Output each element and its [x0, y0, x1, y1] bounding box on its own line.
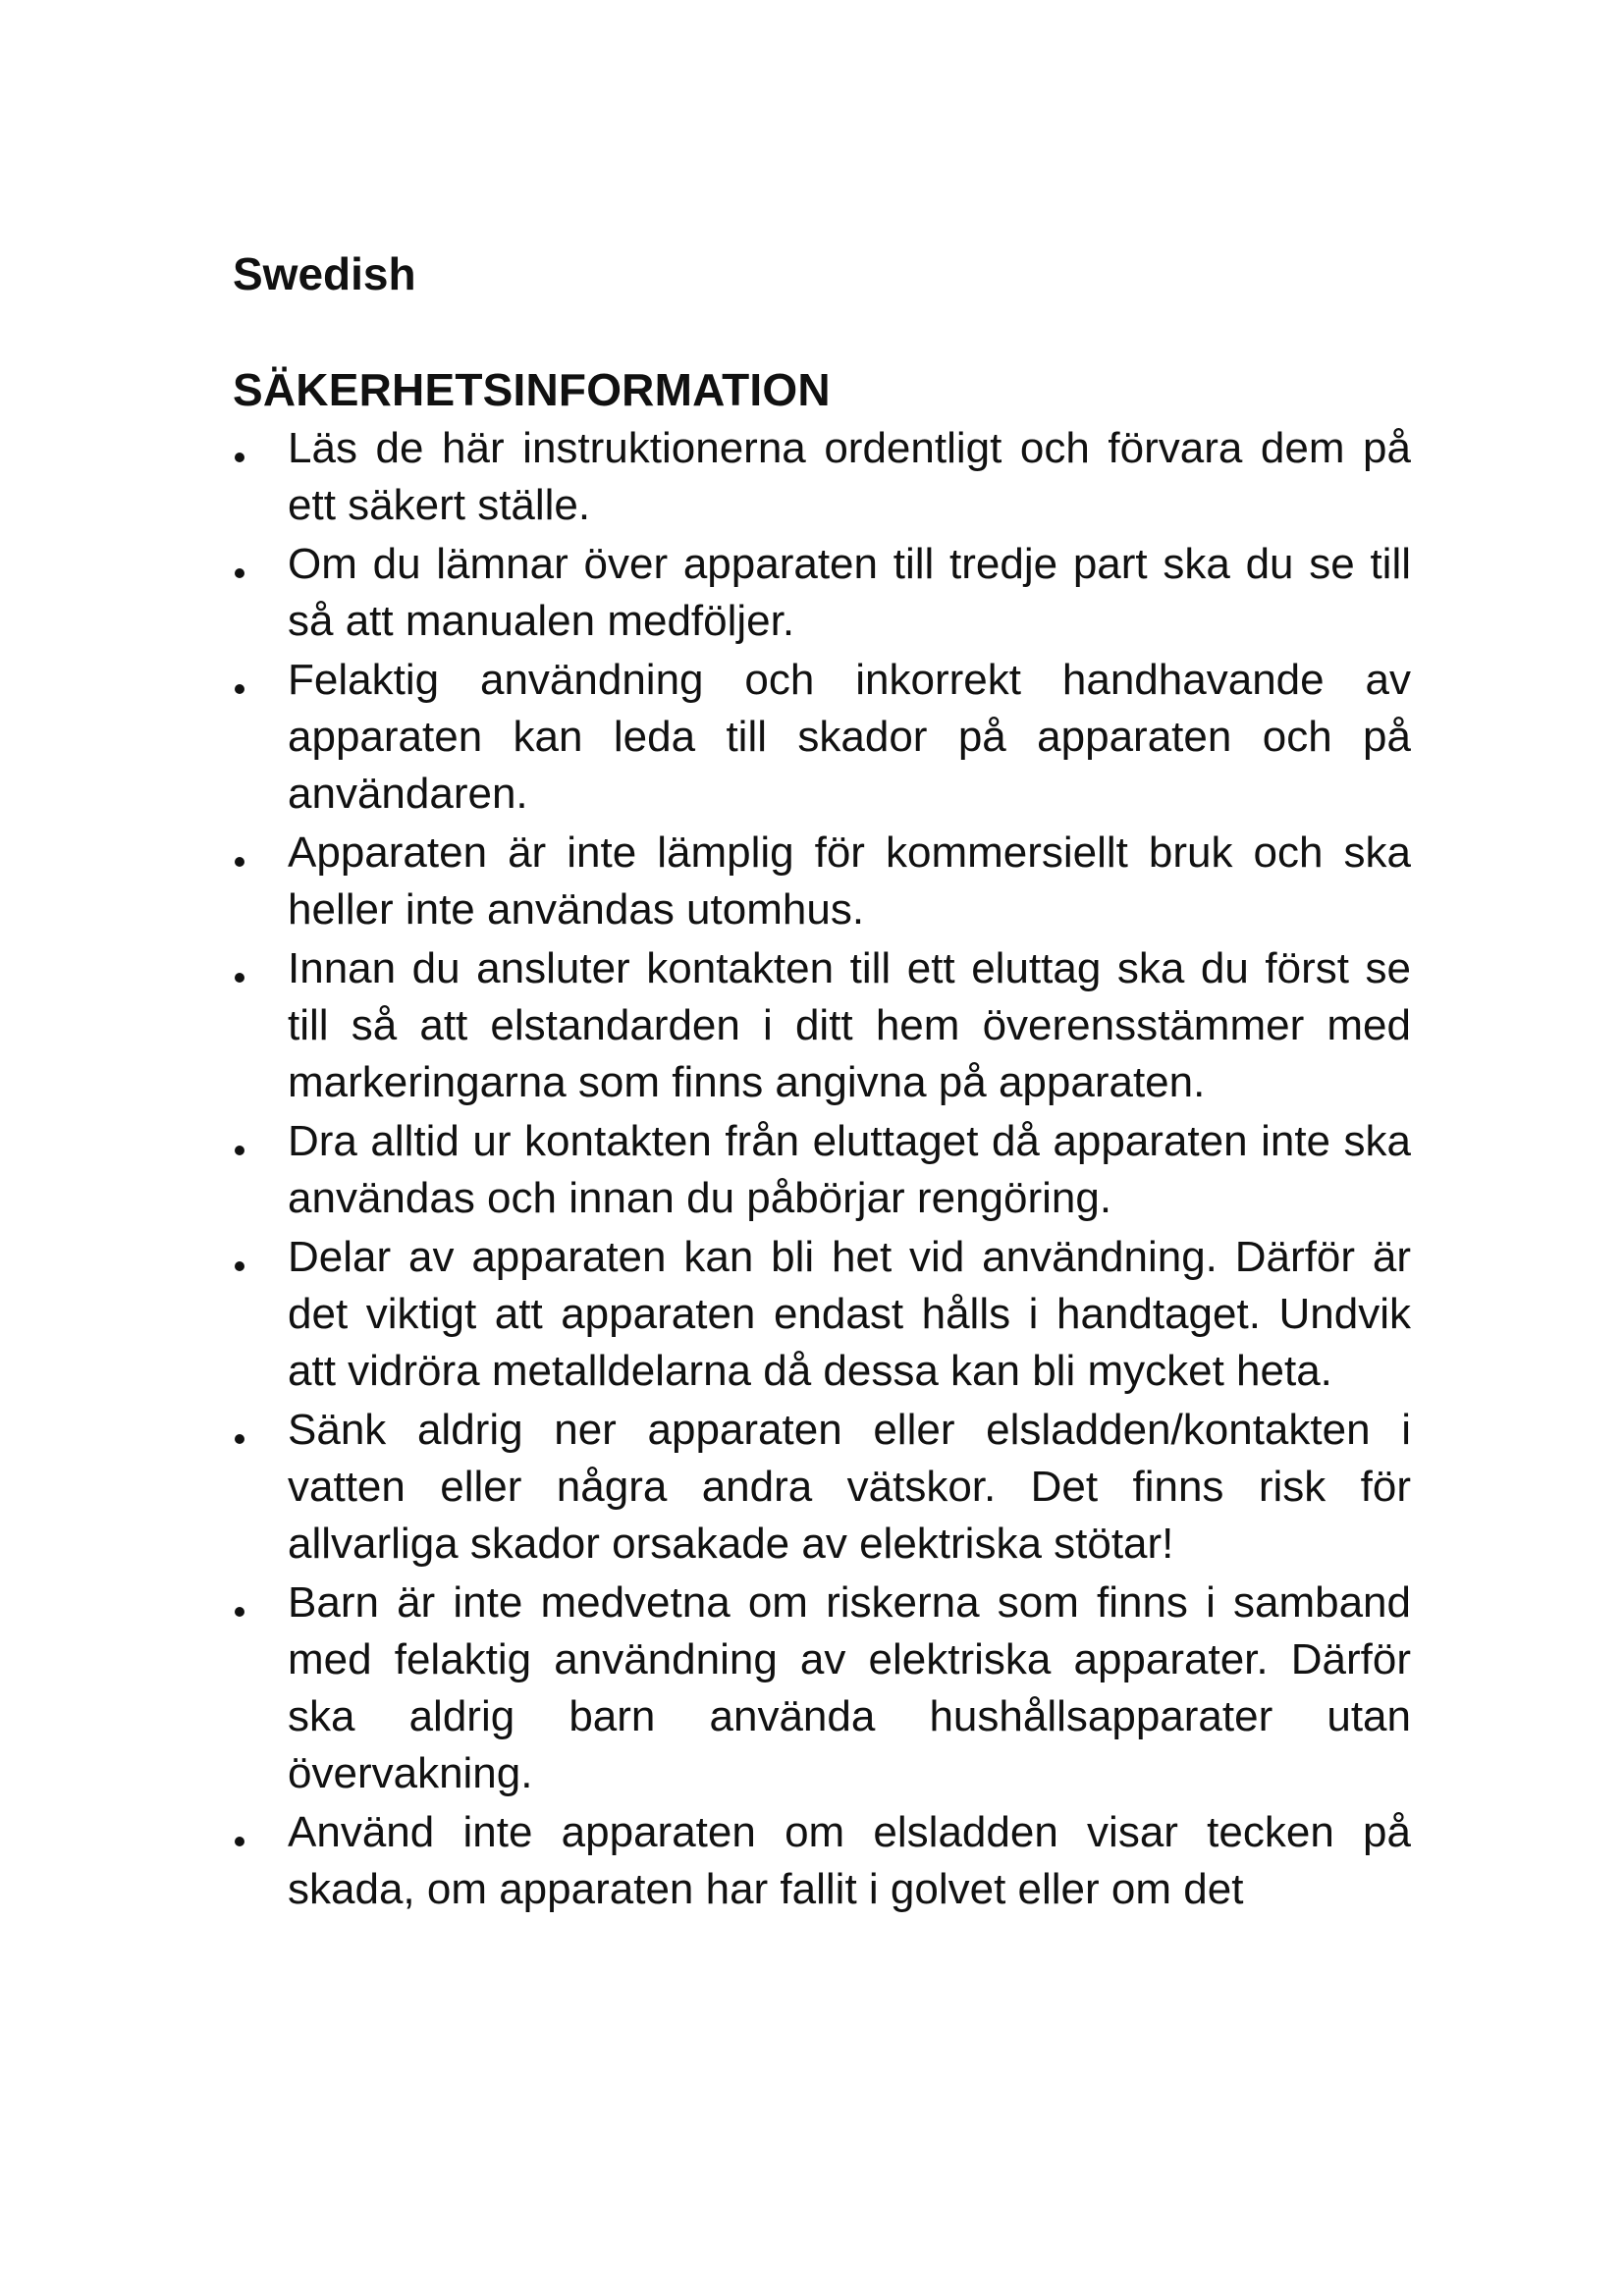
- list-item: [233, 1575, 1411, 1802]
- list-item-text: Barn är inte medvetna om riskerna som finns i samband med felaktig användning av elektriska apparater. Därför ska aldrig barn använda hushållsapparater utan övervakning.: [288, 1578, 1411, 1797]
- list-item-text: Om du lämnar över apparaten till tredje part ska du se till så att manualen medföljer.: [288, 540, 1411, 645]
- list-item: [233, 1402, 1411, 1573]
- list-item: [233, 1229, 1411, 1400]
- bullet-icon: [233, 825, 254, 881]
- list-item: [233, 652, 1411, 823]
- list-item-text: Felaktig användning och inkorrekt handhavande av apparaten kan leda till skador på apparaten och på användaren.: [288, 656, 1411, 818]
- list-item-text: Apparaten är inte lämplig för kommersiellt bruk och ska heller inte användas utomhus.: [288, 828, 1411, 934]
- list-item: [233, 1804, 1411, 1918]
- list-item-text: Sänk aldrig ner apparaten eller elsladden/kontakten i vatten eller några andra vätskor. Det finns risk för allvarliga skador orsakade av elektriska stötar!: [288, 1406, 1411, 1568]
- list-item-text: Använd inte apparaten om elsladden visar tecken på skada, om apparaten har fallit i golvet eller om det: [288, 1808, 1411, 1913]
- bullet-icon: [233, 1804, 254, 1861]
- bullet-icon: [233, 652, 254, 709]
- bullet-icon: [233, 420, 254, 477]
- section-heading: SÄKERHETSINFORMATION: [233, 364, 831, 415]
- safety-list: [233, 420, 1411, 1920]
- list-item-text: Dra alltid ur kontakten från eluttaget då apparaten inte ska användas och innan du påbörjar rengöring.: [288, 1117, 1411, 1222]
- language-label: Swedish: [233, 248, 416, 299]
- bullet-icon: [233, 1402, 254, 1459]
- list-item: [233, 940, 1411, 1111]
- bullet-icon: [233, 940, 254, 997]
- bullet-icon: [233, 1575, 254, 1631]
- bullet-icon: [233, 536, 254, 593]
- list-item: [233, 825, 1411, 938]
- list-item-text: Delar av apparaten kan bli het vid användning. Därför är det viktigt att apparaten endast hålls i handtaget. Undvik att vidröra metalldelarna då dessa kan bli mycket heta.: [288, 1233, 1411, 1395]
- list-item-text: Läs de här instruktionerna ordentligt och förvara dem på ett säkert ställe.: [288, 424, 1411, 529]
- list-item: [233, 420, 1411, 534]
- bullet-icon: [233, 1113, 254, 1170]
- list-item: [233, 1113, 1411, 1227]
- list-item: [233, 536, 1411, 650]
- bullet-icon: [233, 1229, 254, 1286]
- list-item-text: Innan du ansluter kontakten till ett eluttag ska du först se till så att elstandarden i ditt hem överensstämmer med markeringarna som finns angivna på apparaten.: [288, 944, 1411, 1106]
